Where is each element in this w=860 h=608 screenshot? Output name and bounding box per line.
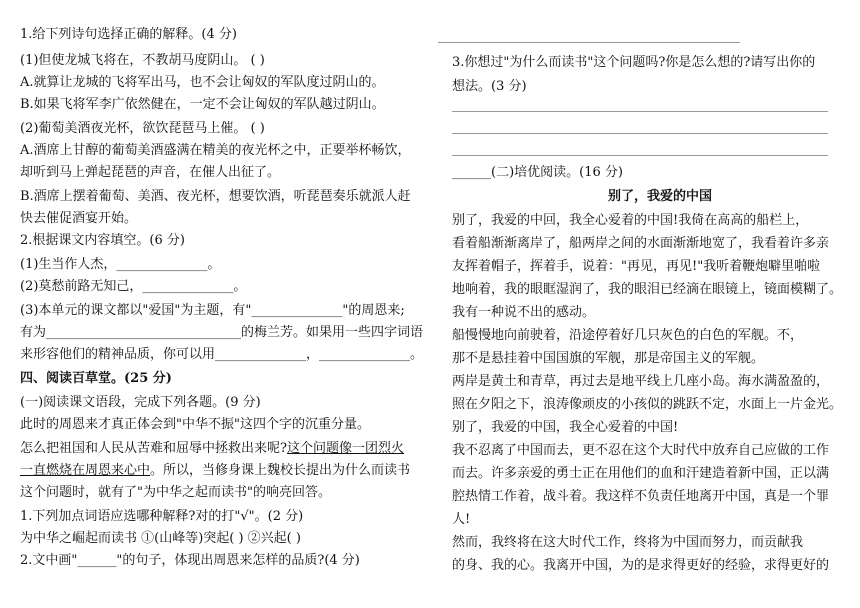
q1-2-option-b-line1: B.酒席上摆着葡萄、美酒、夜光杯，想要饮酒，听琵琶奏乐就派人赶 (20, 189, 411, 204)
q-one-3-prompt-line1: 3.你想过"为什么而读书"这个问题吗?你是怎么想的?请写出你的 (452, 55, 816, 70)
answer-line-3 (452, 155, 828, 156)
passage-line3-text: 。所以，当修身课上魏校长提出为什么而读书 (150, 463, 411, 478)
passage-line2-text: 怎么把祖国和人民从苦难和屈辱中拯救出来呢? (20, 441, 287, 456)
q2-prompt: 2.根据课文内容填空。(6 分) (20, 233, 185, 248)
p2-line5: 我有一种说不出的感动。 (452, 305, 596, 320)
answer-line-1 (452, 111, 828, 112)
p2-line14: 人! (452, 512, 471, 527)
q2-3-line3: 来形容他们的精神品质，你可以用______________，______________。 (20, 347, 424, 362)
q1-2-option-a-line1: A.酒席上甘醇的葡萄美酒盛满在精美的夜光杯之中，正要举杯畅饮， (20, 143, 411, 158)
underlined-sentence-part1: 这个问题像一团烈火 (286, 441, 404, 456)
q2-3-line1: (3)本单元的课文都以"爱国"为主题，有"______________"的周恩来; (20, 303, 405, 318)
q1-2-option-a-line2: 却听到马上弹起琵琶的声音，在催人出征了。 (20, 165, 281, 180)
passage-two-title: 别了，我爱的中国 (608, 189, 713, 204)
q1-1-poem: (1)但使龙城飞将在，不教胡马度阴山。 ( ) (20, 53, 265, 68)
p2-line13: 腔热情工作着，战斗着。我这样不负责任地离开中国，真是一个罪 (452, 489, 830, 504)
p2-line11: 我不忍离了中国而去，更不忍在这个大时代中放弃自己应做的工作 (452, 443, 830, 458)
passage-line1: 此时的周恩来才真正体会到"中华不振"这四个字的沉重分量。 (20, 417, 370, 432)
passage-line2 (20, 440, 404, 458)
underlined-sentence-part2: 一直燃烧在周恩来心中 (20, 463, 151, 478)
q-one-1-prompt: 1.下列加点词语应选哪种解释?对的打"√"。(2 分) (20, 509, 304, 524)
p2-line1: 别了，我爱的中回，我全心爱着的中国!我倚在高高的船栏上， (452, 213, 809, 228)
p2-line10: 别了，我爱的中国，我全心爱着的中国! (452, 420, 679, 435)
q2-2: (2)莫愁前路无知己，______________。 (20, 279, 247, 294)
q-one-2-prompt: 2.文中画"______"的句子，体现出周恩来怎样的品质?(4 分) (20, 553, 360, 568)
q1-2-poem: (2)葡萄美酒夜光杯，欲饮琵琶马上催。 ( ) (20, 121, 265, 136)
p2-line9: 照在夕阳之下，浪涛像顽皮的小孩似的跳跃不定，水面上一片金光。 (452, 397, 843, 412)
q1-1-option-b: B.如果飞将军李广依然健在，一定不会让匈奴的军队越过阴山。 (20, 97, 385, 112)
reading-two-prompt: ______(二)培优阅读。(16 分) (452, 165, 623, 180)
q-one-3-prompt-line2: 想法。(3 分) (452, 79, 527, 94)
q1-2-option-b-line2: 快去催促酒宴开始。 (20, 211, 138, 226)
p2-line3: 友挥着帽子，挥着手，说着："再见，再见!"我听着鞭炮噼里啪啦 (452, 259, 821, 274)
q1-prompt: 1.给下列诗句选择正确的解释。(4 分) (20, 27, 237, 42)
p2-line7: 那不是悬挂着中国国旗的军舰，那是帝国主义的军舰。 (452, 351, 765, 366)
passage-line4: 这个问题时，就有了"为中华之起而读书"的响亮回答。 (20, 485, 331, 500)
p2-line2: 看着船渐渐离岸了，船两岸之间的水面渐渐地宽了，我看着许多亲 (452, 236, 830, 251)
q-one-1-options: 为中华之崛起而读书 ①(山峰等)突起( ) ②兴起( ) (20, 531, 301, 546)
p2-line4: 地响着，我的眼眶湿润了，我的眼泪已经滴在眼镜上，镜面模糊了。 (452, 282, 843, 297)
reading-one-prompt: (一)阅读课文语段，完成下列各题。(9 分) (20, 395, 261, 410)
q1-1-option-a: A.就算让龙城的飞将军出马，也不会让匈奴的军队度过阴山的。 (20, 75, 385, 90)
p2-line15: 然而，我终将在这大时代工作，终将为中国而努力，而贡献我 (452, 535, 804, 550)
answer-line-top (438, 42, 740, 43)
p2-line6: 船慢慢地向前驶着，沿途停着好几只灰色的白色的军舰。不， (452, 328, 804, 343)
answer-line-2 (452, 133, 828, 134)
section-four-title: 四、阅读百草堂。(25 分) (20, 371, 172, 386)
passage-line3 (20, 462, 410, 480)
p2-line16: 的身、我的心。我离开中国，为的是求得更好的经验，求得更好的 (452, 558, 830, 573)
p2-line12: 而去。许多亲爱的勇士正在用他们的血和汗建造着新中国，正以满 (452, 466, 830, 481)
p2-line8: 两岸是黄土和青草，再过去是地平线上几座小岛。海水满盈盈的， (452, 374, 830, 389)
q2-1: (1)生当作人杰，______________。 (20, 257, 221, 272)
q2-3-line2: 有为______________________________的梅兰芳。如果用一些四字词语 (20, 325, 424, 340)
